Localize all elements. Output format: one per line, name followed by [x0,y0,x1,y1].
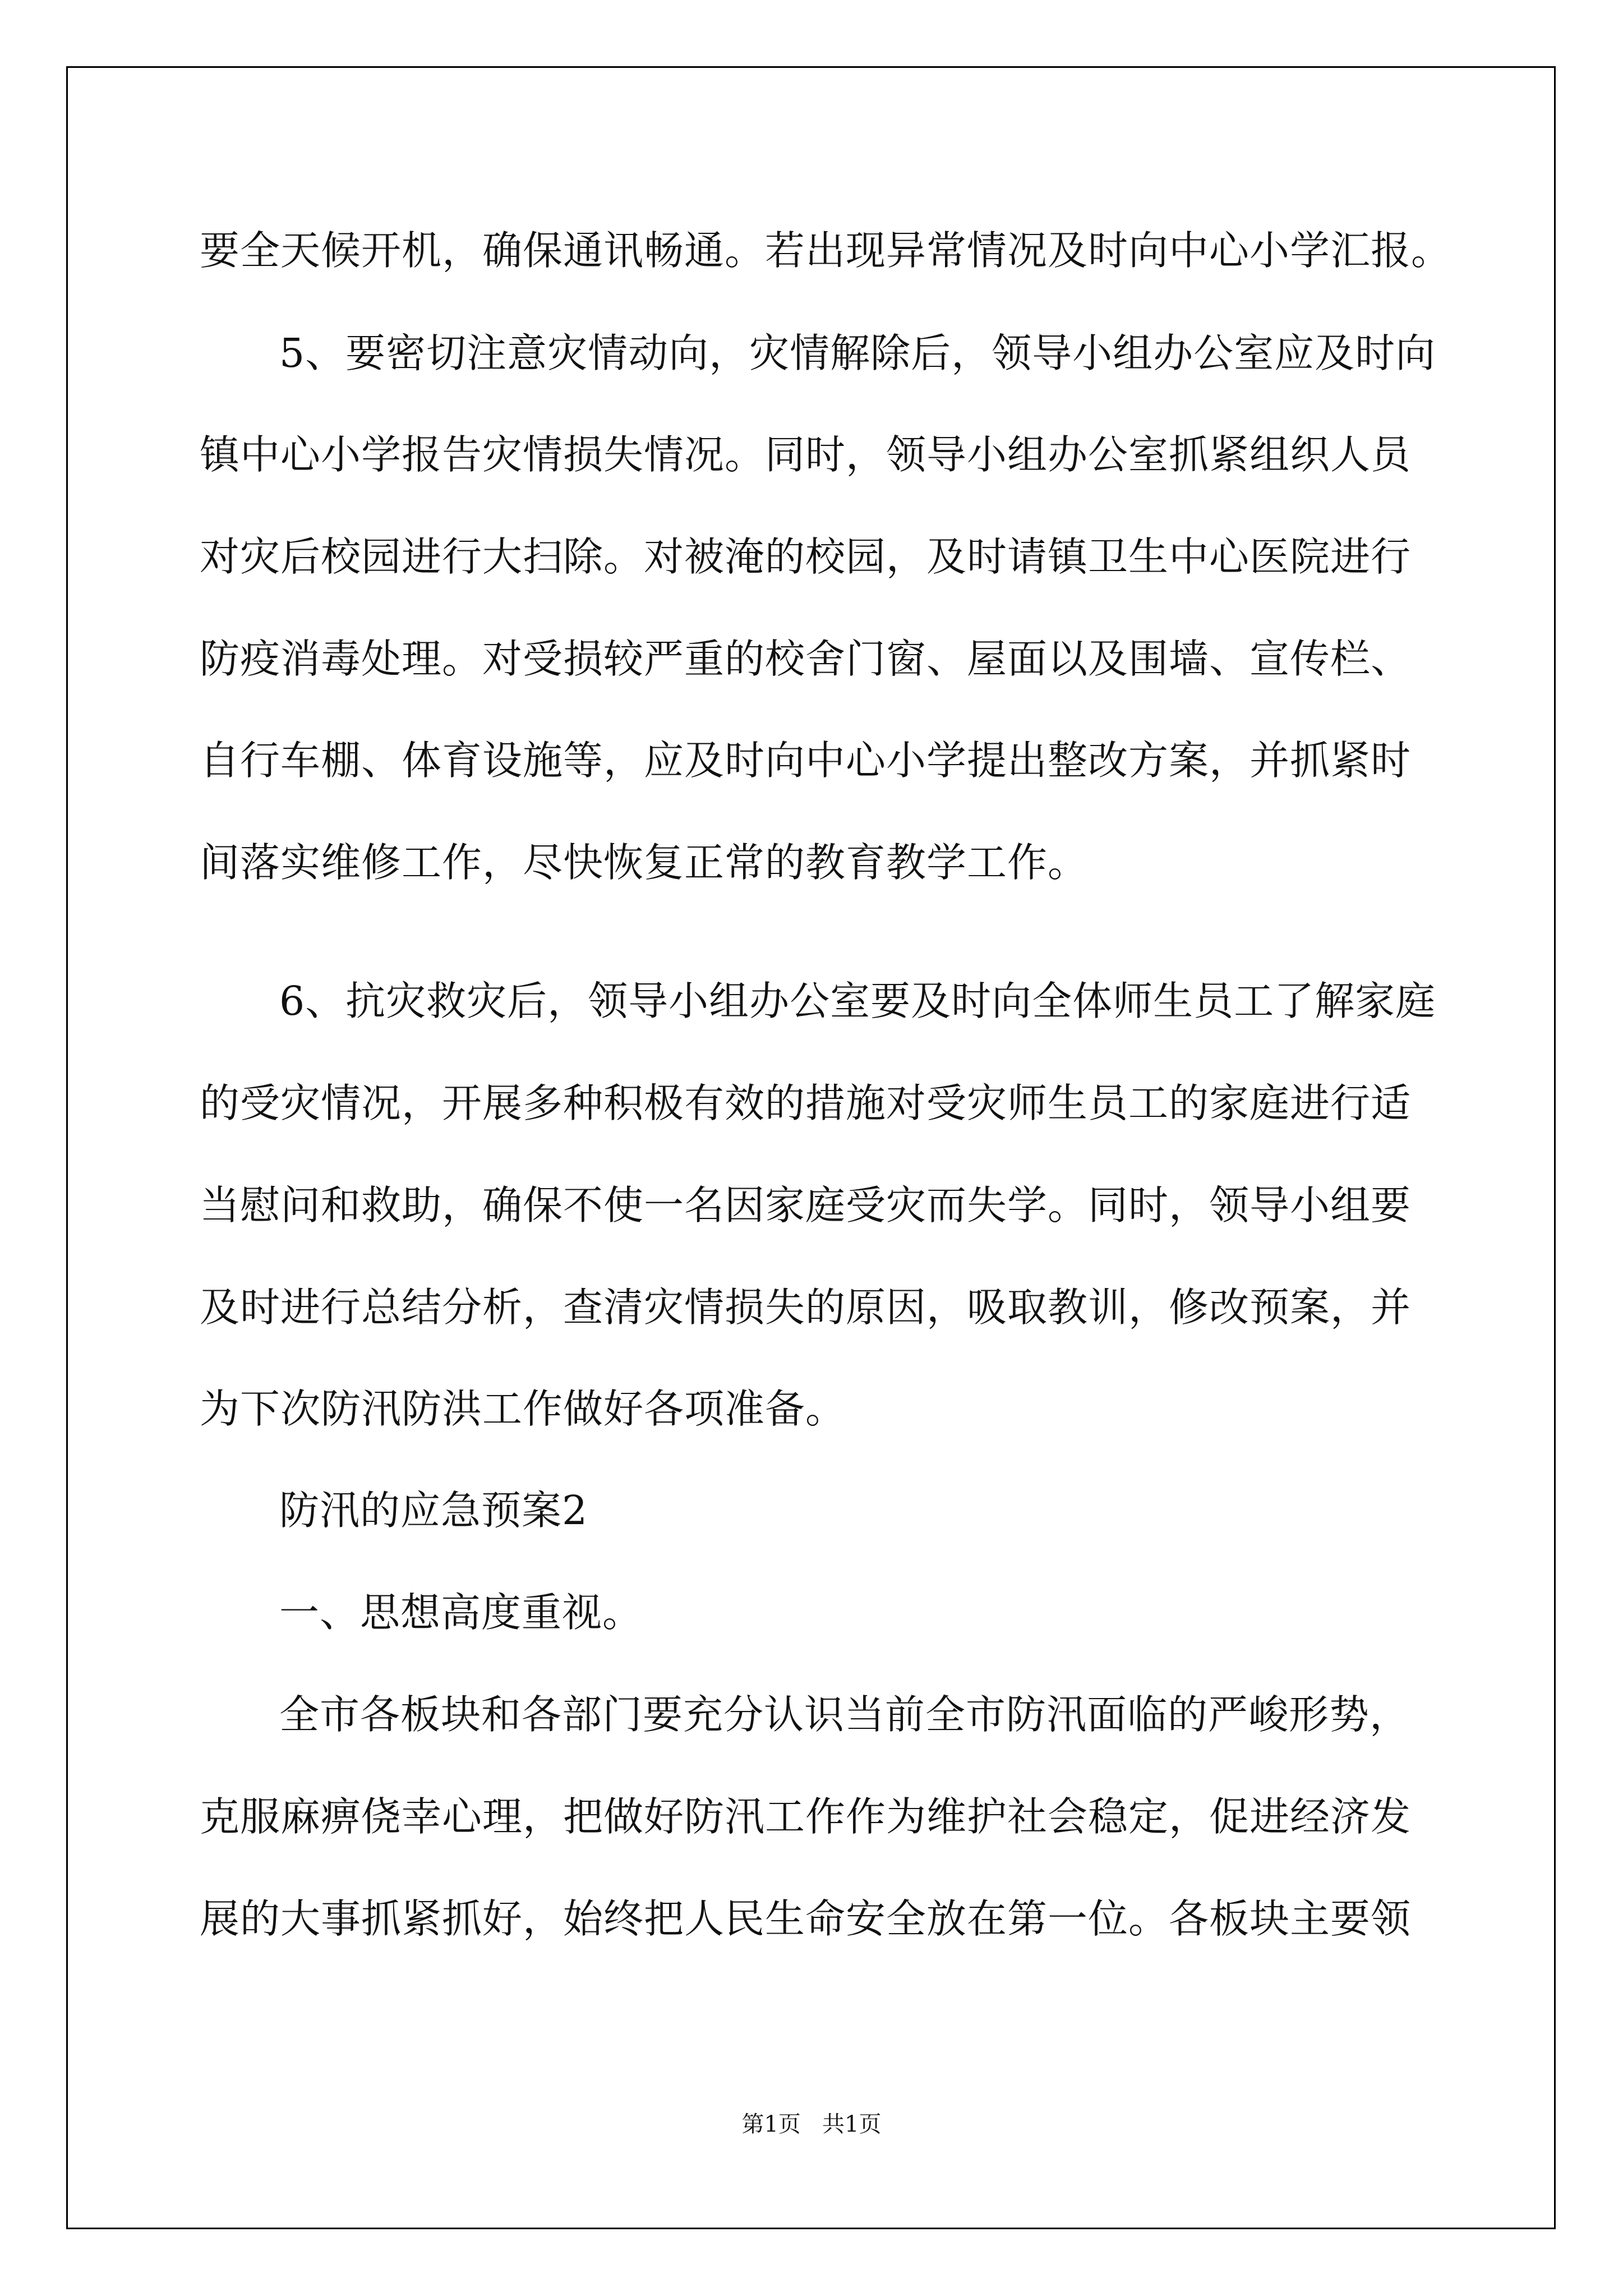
text-line: 镇中心小学报告灾情损失情况。同时，领导小组办公室抓紧组织人员 [200,431,1412,478]
text-line: 全市各板块和各部门要充分认识当前全市防汛面临的严峻形势， [279,1691,1410,1738]
text-line: 6、抗灾救灾后，领导小组办公室要及时向全体师生员工了解家庭 [279,978,1436,1024]
section-heading: 防汛的应急预案2 [279,1487,588,1534]
text-line: 要全天候开机，确保通讯畅通。若出现异常情况及时向中心小学汇报。 [200,227,1452,274]
page-number-footer: 第1页 共1页 [741,2111,882,2137]
text-line: 防疫消毒处理。对受损较严重的校舍门窗、屋面以及围墙、宣传栏、 [200,636,1412,682]
text-line: 及时进行总结分析，查清灾情损失的原因，吸取教训，修改预案，并 [200,1284,1412,1331]
text-line: 克服麻痹侥幸心理，把做好防汛工作作为维护社会稳定，促进经济发 [200,1793,1412,1840]
text-line: 为下次防汛防洪工作做好各项准备。 [200,1386,846,1432]
text-line: 对灾后校园进行大扫除。对被淹的校园，及时请镇卫生中心医院进行 [200,533,1412,580]
subsection-heading: 一、思想高度重视。 [279,1589,643,1636]
text-line: 间落实维修工作，尽快恢复正常的教育教学工作。 [200,839,1089,886]
text-line: 展的大事抓紧抓好，始终把人民生命安全放在第一位。各板块主要领 [200,1895,1412,1942]
text-line: 当慰问和救助，确保不使一名因家庭受灾而失学。同时，领导小组要 [200,1182,1412,1228]
text-line: 5、要密切注意灾情动向，灾情解除后，领导小组办公室应及时向 [279,330,1436,376]
text-line: 的受灾情况，开展多种积极有效的措施对受灾师生员工的家庭进行适 [200,1080,1412,1126]
text-line: 自行车棚、体育设施等，应及时向中心小学提出整改方案，并抓紧时 [200,737,1412,784]
